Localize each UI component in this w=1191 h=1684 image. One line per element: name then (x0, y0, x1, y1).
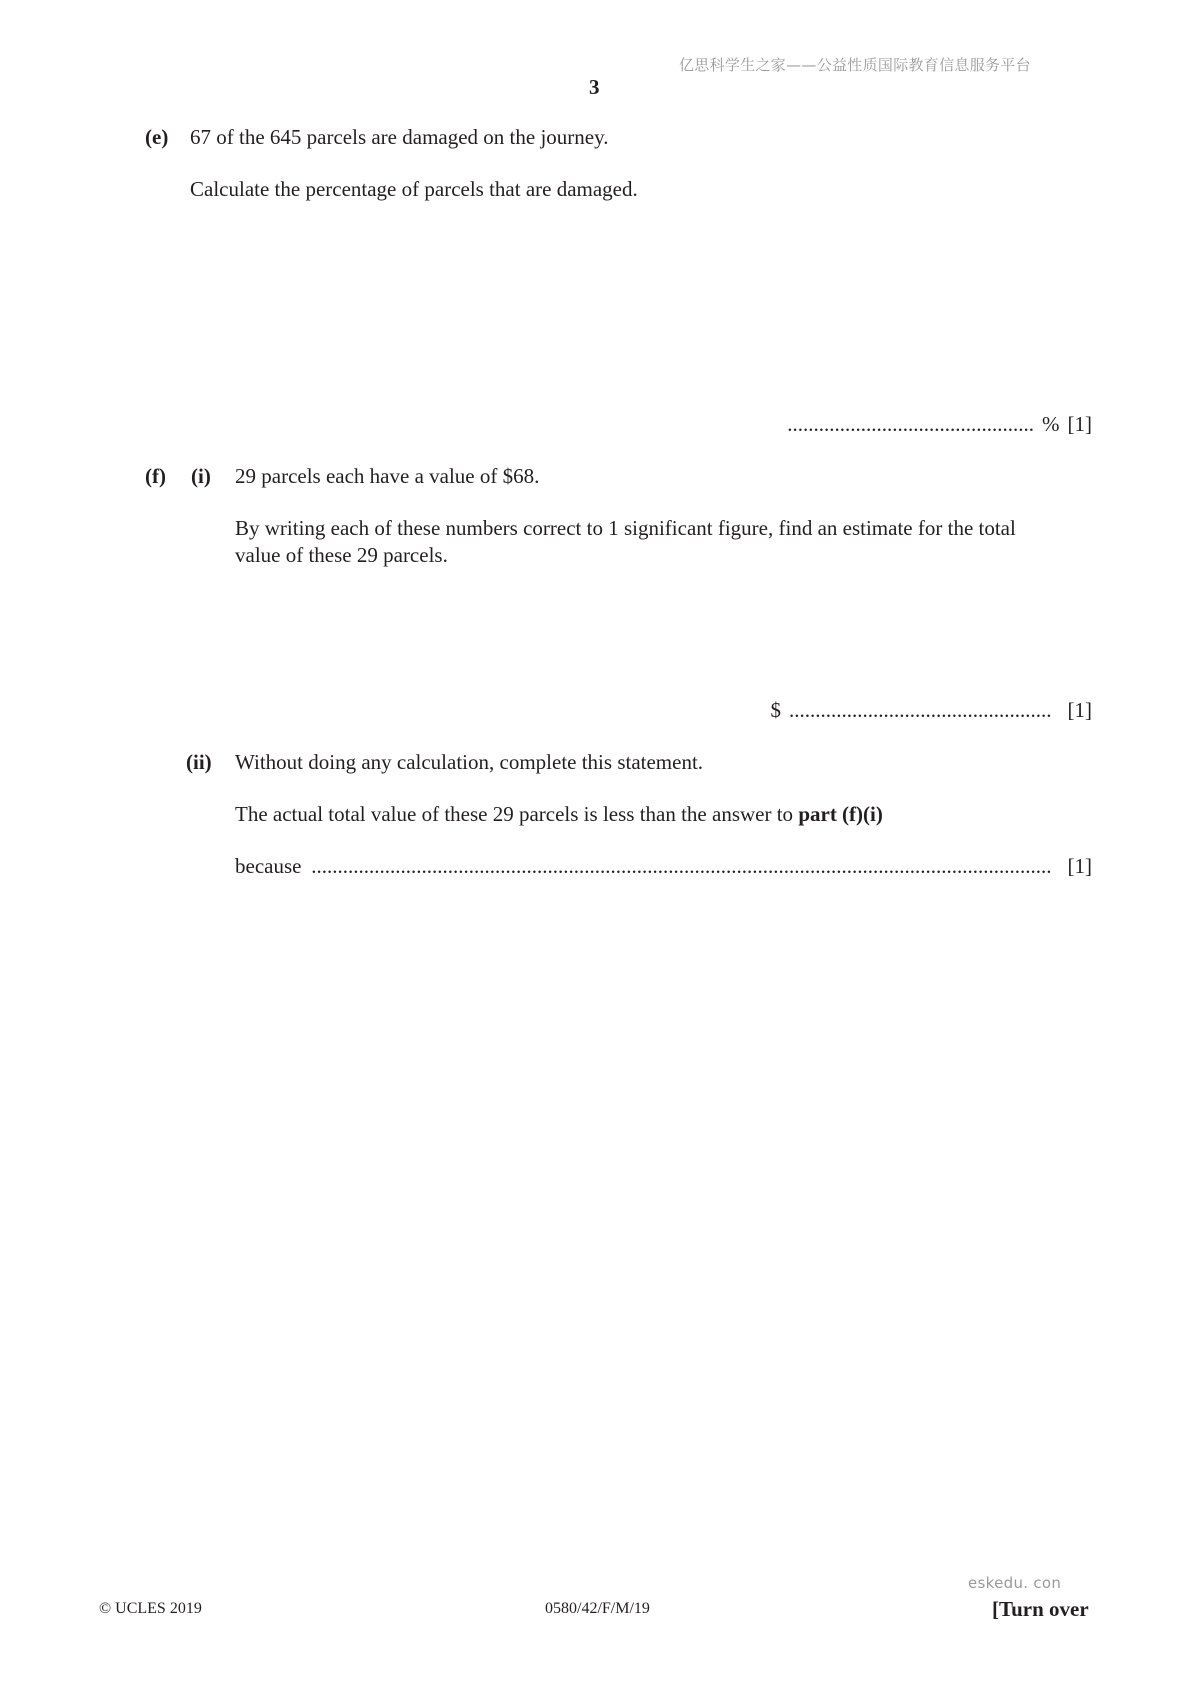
part-e-answer-blank[interactable]: ............................................... (787, 412, 1034, 436)
footer-copyright: © UCLES 2019 (99, 1600, 202, 1617)
part-e-label: (e) (145, 125, 169, 149)
part-e-marks: [1] (1067, 412, 1092, 436)
part-e-question: 67 of the 645 parcels are damaged on the journey. (190, 125, 609, 149)
part-f-ii-because-label: because (235, 854, 302, 878)
part-f-i-statement: 29 parcels each have a value of $68. (235, 464, 540, 488)
part-f-ii-marks: [1] (1067, 854, 1092, 878)
part-f-i-answer-line (700, 697, 1092, 723)
watermark-footer: eskedu. con (968, 1574, 1062, 1592)
part-f-i-answer-prefix: $ (770, 698, 781, 722)
part-f-ii-statement (235, 801, 883, 827)
part-f-ii-because-line (235, 853, 1092, 879)
footer-turn-over: [Turn over (992, 1597, 1089, 1621)
watermark-header: 亿思科学生之家——公益性质国际教育信息服务平台 (679, 56, 1031, 74)
part-f-i-label: (i) (191, 464, 211, 488)
footer-paper-code: 0580/42/F/M/19 (545, 1600, 650, 1617)
part-f-i-marks: [1] (1067, 698, 1092, 722)
part-f-ii-instruction: Without doing any calculation, complete this statement. (235, 750, 704, 774)
page-number: 3 (589, 75, 600, 99)
part-f-ii-label: (ii) (186, 750, 212, 774)
part-e-answer-line (770, 411, 1092, 437)
part-f-i-answer-blank[interactable]: .................................................. (789, 698, 1052, 722)
part-f-i-instruction-line1: By writing each of these numbers correct to 1 significant figure, find an estimate for the total (235, 516, 1016, 540)
part-f-ii-statement-ref: part (f)(i) (798, 802, 883, 826)
part-e-answer-unit: % (1042, 412, 1060, 436)
part-f-i-instruction-line2: value of these 29 parcels. (235, 543, 448, 567)
part-f-ii-statement-text: The actual total value of these 29 parcels is less than the answer to (235, 802, 799, 826)
part-e-instruction: Calculate the percentage of parcels that are damaged. (190, 177, 638, 201)
part-f-ii-answer-blank[interactable]: ............................................................................................................................................. (311, 854, 1052, 878)
part-f-label: (f) (145, 464, 166, 488)
